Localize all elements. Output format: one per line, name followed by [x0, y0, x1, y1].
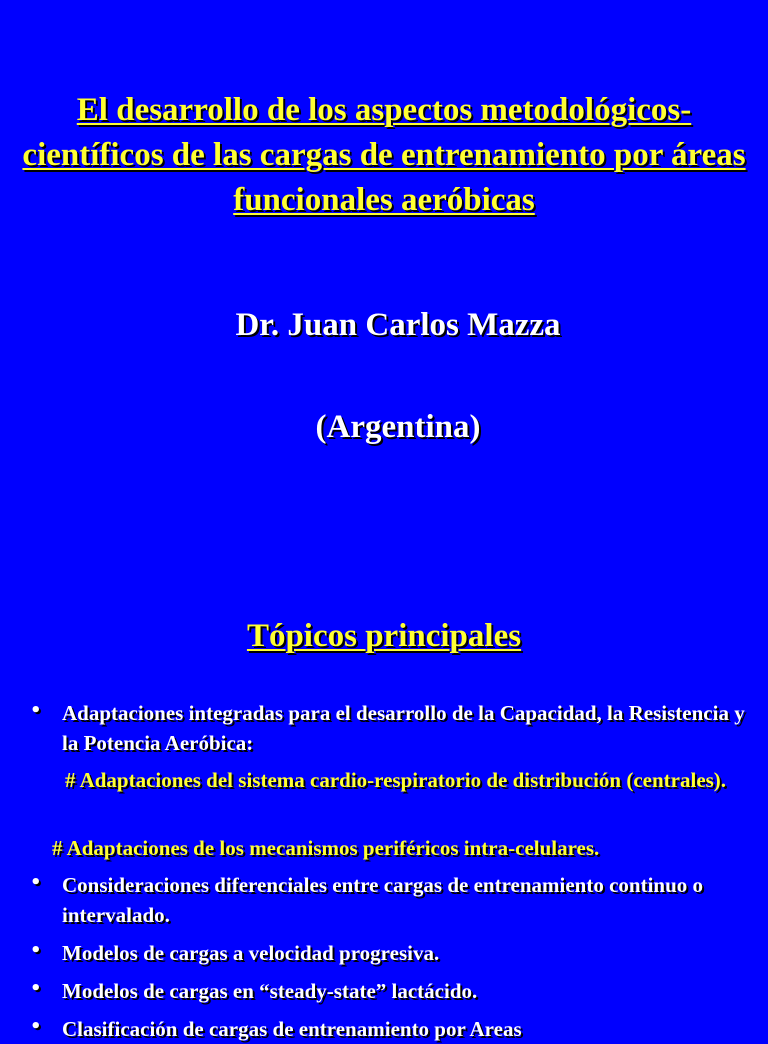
topic-text: Modelos de cargas en “steady-state” lactácido.	[62, 979, 478, 1003]
subtopic-item: # Adaptaciones del sistema cardio-respiratorio de distribución (centrales).	[65, 768, 727, 792]
topic-item	[30, 870, 752, 930]
author-name: Dr. Juan Carlos Mazza	[235, 307, 561, 343]
subtopic-item: # Adaptaciones de los mecanismos periféricos intra-celulares.	[52, 836, 600, 860]
topic-item	[30, 1014, 752, 1044]
topic-text: Clasificación de cargas de entrenamiento por Areas	[62, 1017, 522, 1041]
author-country: (Argentina)	[315, 409, 481, 445]
topics-heading: Tópicos principales	[246, 618, 522, 654]
bullet-icon: •	[30, 1016, 42, 1037]
topic-text: Adaptaciones integradas para el desarrollo de la Capacidad, la Resistencia y la Potencia Aeróbica:	[62, 701, 745, 755]
topic-item	[30, 698, 752, 758]
bullet-icon: •	[30, 872, 42, 893]
topic-text: Modelos de cargas a velocidad progresiva.	[62, 941, 440, 965]
bullet-icon: •	[30, 700, 42, 721]
slide-title: El desarrollo de los aspectos metodológicos-científicos de las cargas de entrenamiento por áreas funcionales aeróbicas	[22, 92, 746, 218]
topic-text: Consideraciones diferenciales entre cargas de entrenamiento continuo o intervalado.	[62, 873, 704, 927]
bullet-icon: •	[30, 978, 42, 999]
topic-item	[30, 976, 752, 1006]
bullet-icon: •	[30, 940, 42, 961]
topic-item	[30, 938, 752, 968]
